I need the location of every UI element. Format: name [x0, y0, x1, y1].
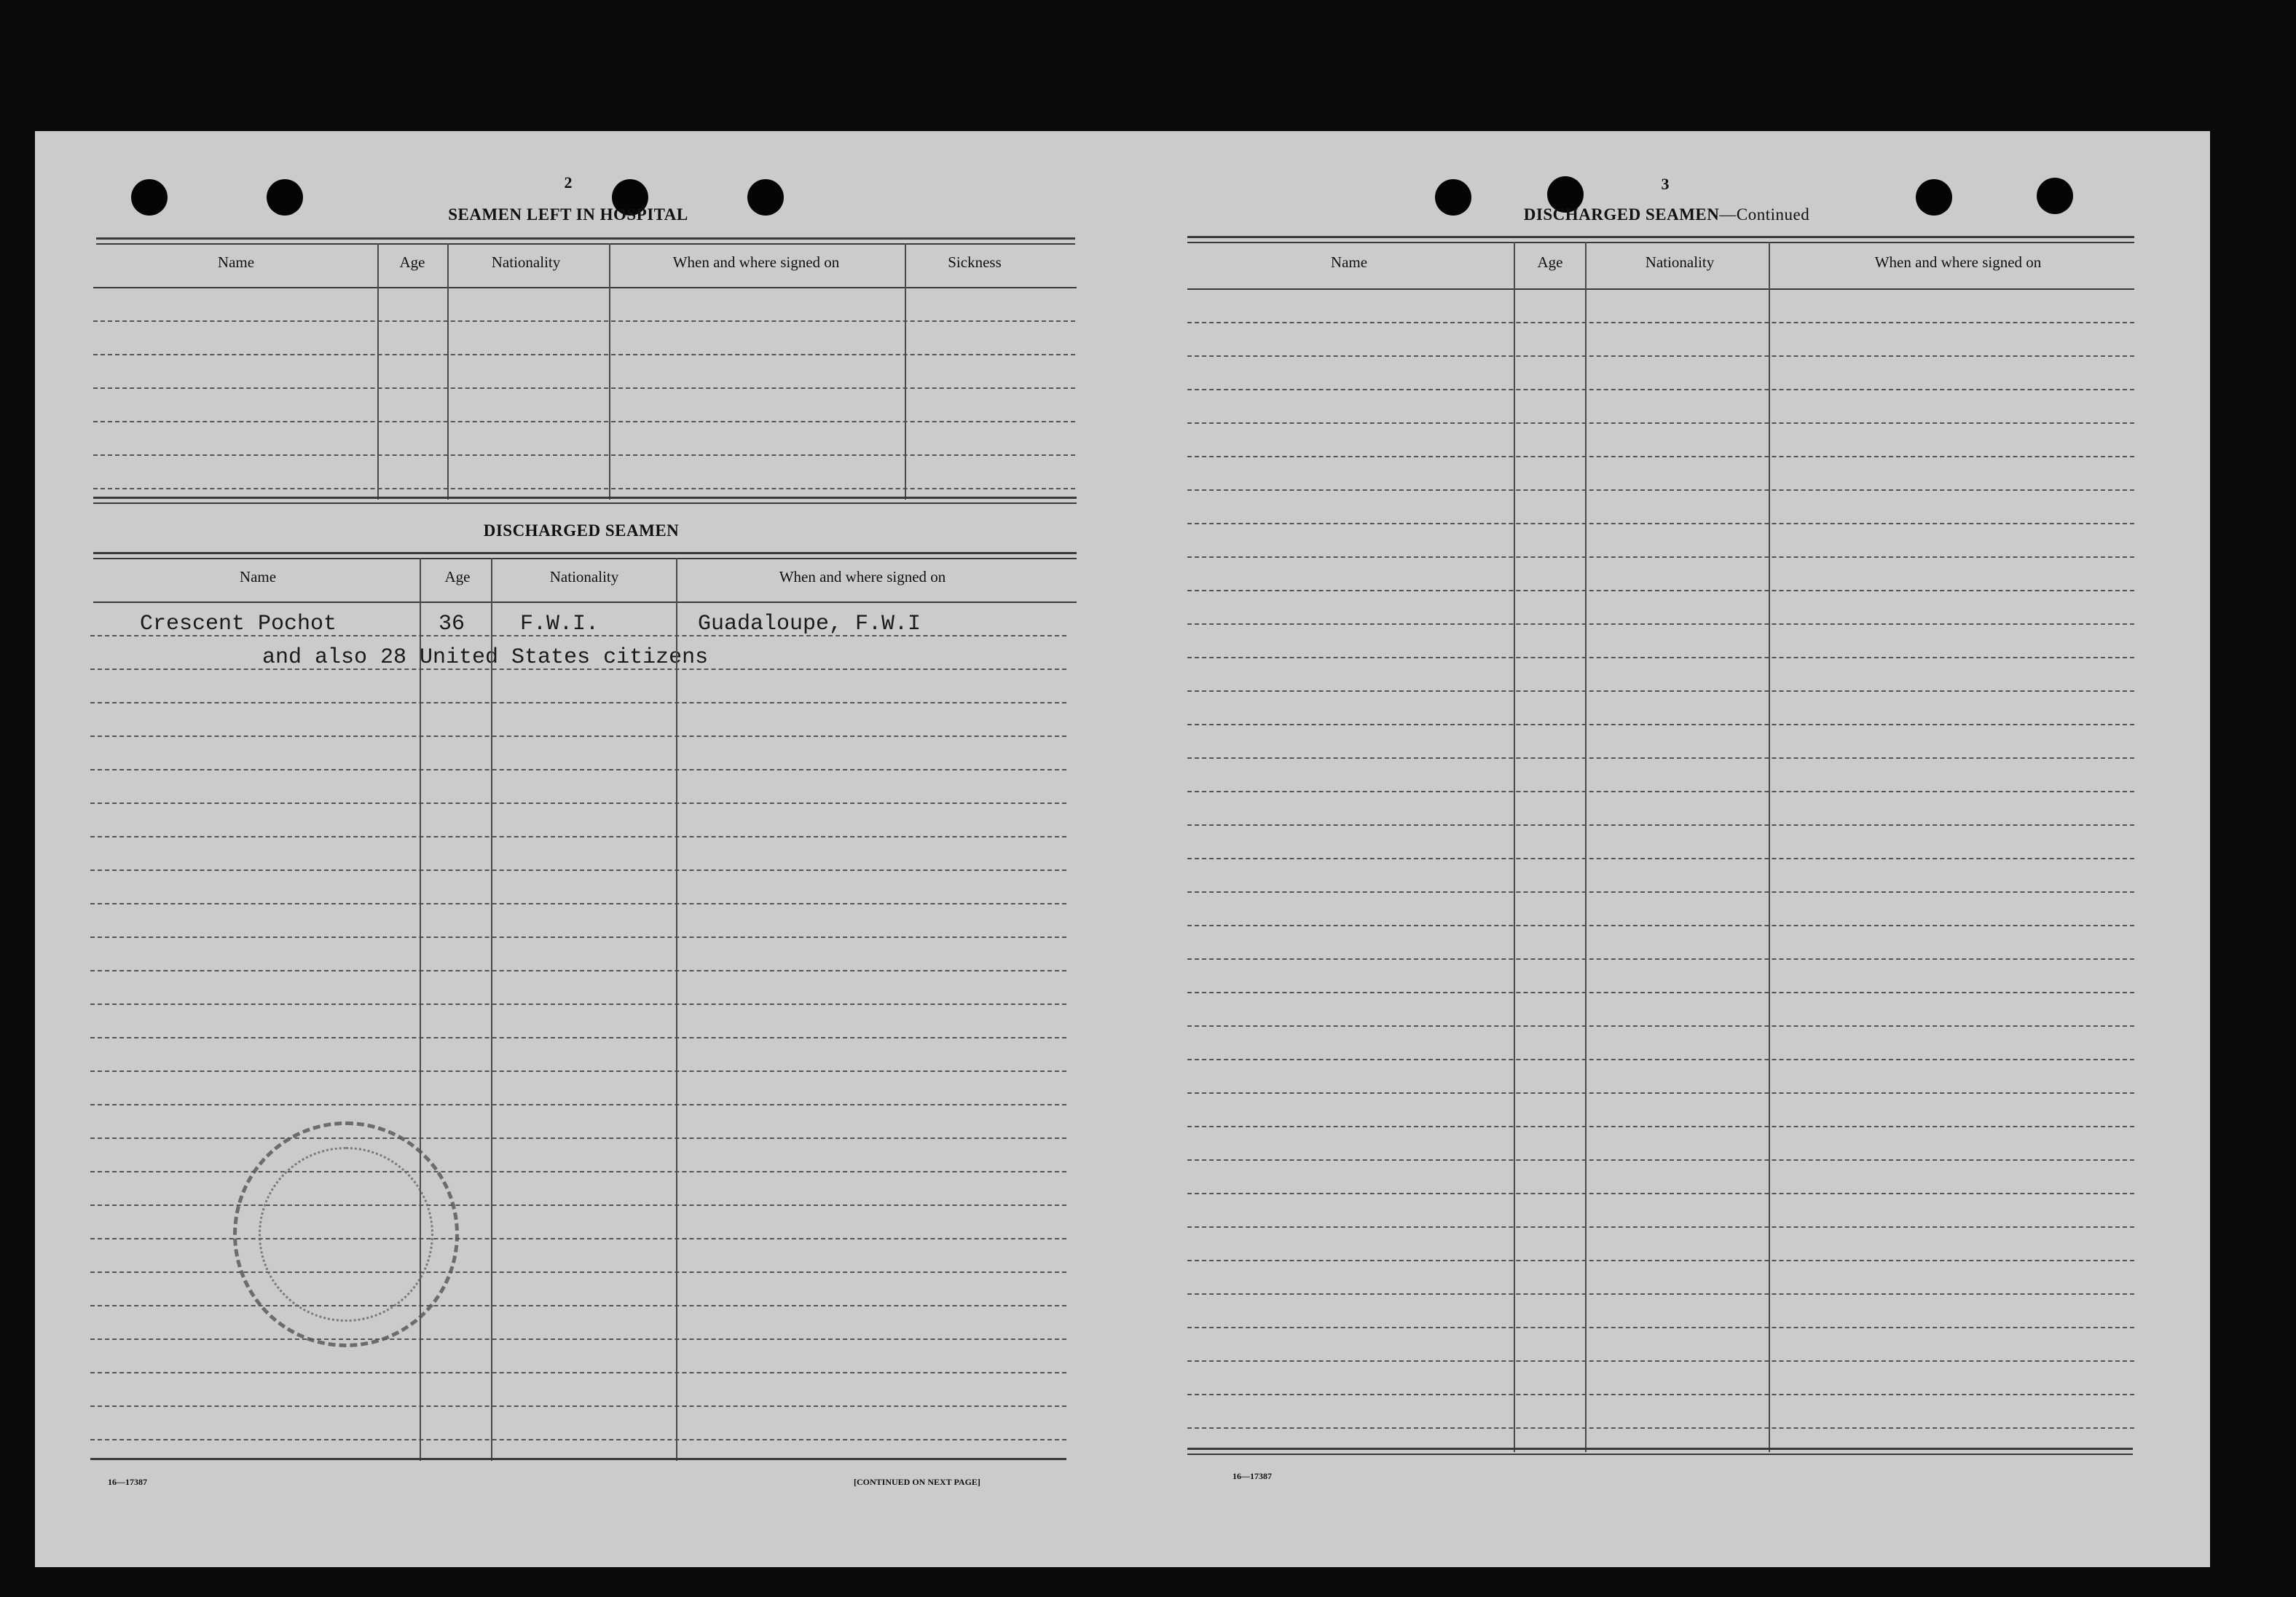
- ruled-line: [1187, 891, 2134, 893]
- table-top-rule: [96, 237, 1075, 240]
- ruled-line: [90, 1305, 1066, 1306]
- table-bottom-rule: [93, 502, 1077, 504]
- ruled-line: [1187, 858, 2134, 859]
- ruled-line: [93, 454, 1075, 456]
- ruled-line: [1187, 925, 2134, 926]
- ruled-line: [1187, 992, 2134, 993]
- ruled-line: [1187, 657, 2134, 658]
- hospital-section-title: SEAMEN LEFT IN HOSPITAL: [448, 205, 688, 224]
- ruled-line: [1187, 456, 2134, 457]
- ruled-line: [1187, 1360, 2134, 1362]
- column-divider: [1585, 242, 1587, 1452]
- ruled-line: [90, 1137, 1066, 1139]
- page-number: 3: [1661, 175, 1670, 193]
- ruled-line: [1187, 1260, 2134, 1261]
- ruled-line: [1187, 1193, 2134, 1194]
- column-header-name: Name: [1330, 253, 1368, 271]
- ruled-line: [1187, 489, 2134, 491]
- column-header-age: Age: [1537, 253, 1563, 271]
- ruled-line: [1187, 1126, 2134, 1127]
- column-divider: [1769, 242, 1770, 1452]
- header-rule: [93, 287, 1077, 288]
- ruled-line: [90, 1271, 1066, 1273]
- ruled-line: [90, 769, 1066, 770]
- ruled-line: [90, 870, 1066, 871]
- seaman-age: 36: [439, 612, 465, 636]
- page-number: 2: [564, 173, 573, 192]
- ruled-line: [1187, 958, 2134, 960]
- ruled-line: [93, 421, 1075, 422]
- binder-hole: [2037, 178, 2073, 214]
- binder-hole: [747, 179, 784, 216]
- ruled-line: [90, 970, 1066, 971]
- ruled-line: [90, 1037, 1066, 1038]
- column-divider: [447, 243, 449, 500]
- column-divider: [1514, 242, 1515, 1452]
- column-divider: [420, 558, 421, 1461]
- column-header-name: Name: [239, 568, 277, 585]
- table-bottom-rule: [93, 497, 1077, 499]
- title-text: DISCHARGED SEAMEN: [1523, 205, 1720, 224]
- ruled-line: [90, 1070, 1066, 1072]
- ruled-line: [90, 803, 1066, 804]
- ruled-line: [90, 1338, 1066, 1340]
- ruled-line: [1187, 523, 2134, 524]
- column-divider: [905, 243, 906, 500]
- column-header-nationality: Nationality: [549, 568, 619, 585]
- ruled-line: [90, 736, 1066, 737]
- seaman-signed-on: Guadaloupe, F.W.I: [698, 612, 921, 636]
- ruled-line: [1187, 1059, 2134, 1060]
- binder-hole: [1435, 179, 1471, 216]
- ruled-line: [1187, 724, 2134, 725]
- ruled-line: [93, 488, 1075, 489]
- ruled-line: [1187, 422, 2134, 424]
- discharged-continued-title: [1524, 205, 1809, 224]
- ruled-line: [1187, 1226, 2134, 1228]
- ruled-line: [93, 354, 1075, 355]
- ruled-line: [1187, 824, 2134, 826]
- binder-hole: [131, 179, 168, 216]
- table-bottom-rule: [90, 1458, 1066, 1460]
- ruled-line: [90, 936, 1066, 938]
- ruled-line: [1187, 623, 2134, 625]
- table-top-rule: [1187, 236, 2134, 238]
- ruled-line: [90, 836, 1066, 837]
- ruled-line: [90, 1104, 1066, 1105]
- right-page: [1113, 131, 2210, 1567]
- ruled-line: [90, 702, 1066, 703]
- ledger-sheet: [35, 131, 2210, 1567]
- ruled-line: [1187, 1293, 2134, 1295]
- ruled-line: [90, 1372, 1066, 1373]
- header-rule: [93, 602, 1077, 603]
- form-number: 16—17387: [1232, 1471, 1272, 1481]
- ruled-line: [1187, 556, 2134, 558]
- discharged-section-title: DISCHARGED SEAMEN: [483, 521, 680, 540]
- column-header-age: Age: [444, 568, 471, 585]
- column-header-name: Name: [217, 253, 255, 271]
- ruled-line: [90, 1439, 1066, 1440]
- ruled-line: [1187, 1427, 2134, 1429]
- header-rule: [1187, 288, 2134, 290]
- column-divider: [609, 243, 610, 500]
- title-suffix: —Continued: [1719, 205, 1810, 224]
- ruled-line: [1187, 322, 2134, 323]
- column-header-signed-on: When and where signed on: [779, 568, 946, 585]
- column-divider: [676, 558, 677, 1461]
- ruled-line: [1187, 355, 2134, 357]
- ruled-line: [1187, 1394, 2134, 1395]
- ruled-line: [1187, 690, 2134, 692]
- ruled-line: [90, 1405, 1066, 1407]
- column-header-sickness: Sickness: [948, 253, 1002, 271]
- column-header-nationality: Nationality: [491, 253, 561, 271]
- seaman-nationality: F.W.I.: [520, 612, 599, 636]
- column-header-age: Age: [399, 253, 425, 271]
- ruled-line: [1187, 1327, 2134, 1328]
- binder-hole: [1916, 179, 1952, 216]
- ruled-line: [1187, 1025, 2134, 1027]
- ruled-line: [90, 903, 1066, 904]
- form-number: 16—17387: [108, 1477, 147, 1487]
- ruled-line: [90, 1171, 1066, 1172]
- ruled-line: [1187, 389, 2134, 390]
- ruled-line: [1187, 757, 2134, 759]
- ruled-line: [93, 387, 1075, 389]
- continued-note: [CONTINUED ON NEXT PAGE]: [854, 1477, 980, 1487]
- left-page: [35, 131, 1113, 1567]
- ruled-line: [1187, 1159, 2134, 1161]
- column-header-signed-on: When and where signed on: [672, 253, 840, 271]
- table-top-rule: [93, 552, 1077, 554]
- crew-note: and also 28 United States citizens: [262, 645, 709, 670]
- column-divider: [491, 558, 492, 1461]
- table-bottom-rule: [1187, 1448, 2133, 1450]
- ruled-line: [1187, 791, 2134, 792]
- table-top-rule: [96, 243, 1075, 245]
- official-stamp: [233, 1121, 459, 1347]
- seaman-name: Crescent Pochot: [140, 612, 337, 636]
- ruled-line: [90, 1003, 1066, 1005]
- table-bottom-rule: [1187, 1454, 2133, 1455]
- column-divider: [377, 243, 379, 500]
- table-top-rule: [1187, 242, 2134, 243]
- column-header-nationality: Nationality: [1645, 253, 1715, 271]
- ruled-line: [1187, 1092, 2134, 1094]
- binder-hole: [267, 179, 303, 216]
- ruled-line: [1187, 590, 2134, 591]
- table-top-rule: [93, 558, 1077, 559]
- ruled-line: [93, 320, 1075, 322]
- column-header-signed-on: When and where signed on: [1874, 253, 2042, 271]
